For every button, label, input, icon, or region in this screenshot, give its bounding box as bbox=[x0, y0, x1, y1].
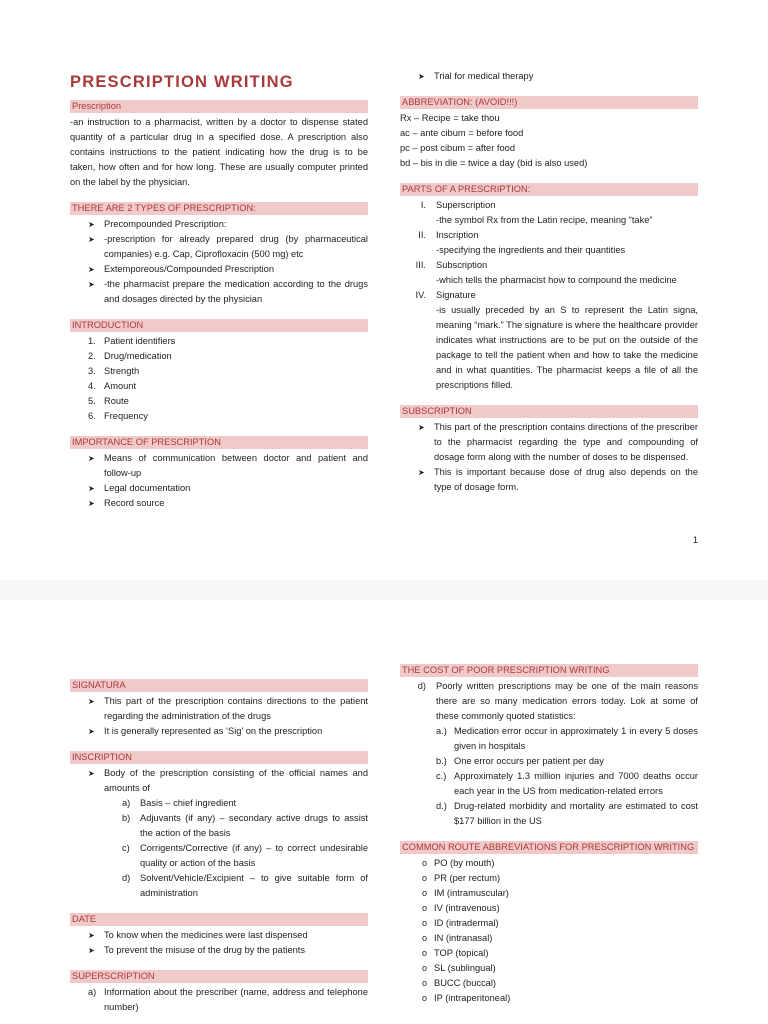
list-item: ➤ Trial for medical therapy bbox=[400, 69, 698, 84]
section-header-subscription: SUBSCRIPTION bbox=[400, 405, 698, 418]
page-number: 1 bbox=[692, 535, 698, 545]
date-list bbox=[70, 928, 368, 958]
list-item: o IV (intravenous) bbox=[400, 901, 698, 916]
document-page-2 bbox=[0, 600, 768, 1024]
list-item: 6. Frequency bbox=[88, 411, 148, 421]
superscription-list bbox=[70, 985, 368, 1015]
abbreviation-line: bd – bis in die = twice a day (bid is also used) bbox=[400, 158, 588, 168]
section-header-inscription: INSCRIPTION bbox=[70, 751, 368, 764]
document-title: PRESCRIPTION WRITING bbox=[70, 73, 294, 91]
section-header-routes: COMMON ROUTE ABBREVIATIONS FOR PRESCRIPTION WRITING bbox=[400, 841, 698, 854]
section-header-signatura: SIGNATURA bbox=[70, 679, 368, 692]
list-item: d) Poorly written prescriptions may be one of the main reasons there are so many medication errors today. Lok at some of these commonly quoted statistics: bbox=[417, 681, 698, 721]
inscription-sublist bbox=[70, 796, 368, 901]
list-item: 4. Amount bbox=[88, 381, 137, 391]
list-item: ➤ It is generally represented as ‘Sig’ on the prescription bbox=[70, 724, 368, 739]
list-item: 5. Route bbox=[88, 396, 129, 406]
list-item: o BUCC (buccal) bbox=[400, 976, 698, 991]
list-item: II. Inscription -specifying the ingredients and their quantities bbox=[418, 230, 626, 255]
abbreviation-line: Rx – Recipe = take thou bbox=[400, 113, 500, 123]
signatura-list bbox=[70, 694, 368, 739]
page1-left-column bbox=[70, 72, 368, 511]
subscription-list bbox=[400, 420, 698, 495]
introduction-list bbox=[70, 334, 368, 424]
list-item: ➤ This is important because dose of drug also depends on the type of dosage form. bbox=[400, 465, 698, 495]
list-item: ➤ -the pharmacist prepare the medication according to the drugs and dosages directed by the physician bbox=[70, 277, 368, 307]
list-item: ➤ This part of the prescription contains directions of the prescriber to the pharmacist regarding the type and compounding of dosage form along with the number of doses to be dispensed. bbox=[400, 420, 698, 465]
cost-list bbox=[400, 679, 698, 724]
list-item: ➤ To know when the medicines were last dispensed bbox=[70, 928, 368, 943]
section-header-types: THERE ARE 2 TYPES OF PRESCRIPTION: bbox=[70, 202, 368, 215]
list-item: o IN (intranasal) bbox=[400, 931, 698, 946]
list-item: a) Basis – chief ingredient bbox=[122, 798, 237, 808]
importance-list bbox=[70, 451, 368, 511]
section-header-superscription: SUPERSCRIPTION bbox=[70, 970, 368, 983]
abbreviation-line: pc – post cibum = after food bbox=[400, 143, 515, 153]
list-item: b) Adjuvants (if any) – secondary active drugs to assist the action of the basis bbox=[122, 813, 368, 838]
types-list bbox=[70, 217, 368, 307]
list-item: 2. Drug/medication bbox=[88, 351, 172, 361]
list-item: b.) One error occurs per patient per day bbox=[436, 756, 604, 766]
abbreviation-line: ac – ante cibum = before food bbox=[400, 128, 524, 138]
cost-sublist bbox=[400, 724, 698, 829]
list-item: d.) Drug-related morbidity and mortality are estimated to cost $177 billion in the US bbox=[436, 801, 698, 826]
section-header-parts: PARTS OF A PRESCRIPTION: bbox=[400, 183, 698, 196]
list-item: c.) Approximately 1.3 million injuries and 7000 deaths occur each year in the US from medication-related errors bbox=[436, 771, 698, 796]
parts-list bbox=[400, 198, 698, 393]
list-item: a.) Medication error occur in approximately 1 in every 5 doses given in hospitals bbox=[436, 726, 698, 751]
list-item: a) Information about the prescriber (name, address and telephone number) bbox=[88, 987, 368, 1012]
list-item: ➤ This part of the prescription contains directions to the patient regarding the administration of the drugs bbox=[70, 694, 368, 724]
section-header-date: DATE bbox=[70, 913, 368, 926]
list-item: c) Corrigents/Corrective (if any) – to correct undesirable quality or action of the basis bbox=[122, 843, 368, 868]
section-header-prescription: Prescription bbox=[70, 100, 368, 113]
list-item: o IP (intraperitoneal) bbox=[400, 991, 698, 1006]
section-header-abbreviation: ABBREVIATION: (AVOID!!!) bbox=[400, 96, 698, 109]
list-item: o PR (per rectum) bbox=[400, 871, 698, 886]
importance-list-continued bbox=[400, 69, 698, 84]
list-item: o TOP (topical) bbox=[400, 946, 698, 961]
list-item: ➤ Extemporeous/Compounded Prescription bbox=[70, 262, 368, 277]
list-item: I. Superscription -the symbol Rx from the Latin recipe, meaning “take” bbox=[420, 200, 653, 225]
list-item: ➤ Body of the prescription consisting of the official names and amounts of bbox=[70, 766, 368, 796]
page2-left-column bbox=[70, 679, 368, 1015]
list-item: ➤ Record source bbox=[70, 496, 368, 511]
list-item: IV. Signature -is usually preceded by an S to represent the Latin signa, meaning “mark.” The signature is where the healthcare provider indicates what instructions are to be put on the outside of the package to tell the patient when and how to take the medicine and in what quantities. The pharmacist keeps a file of all the prescriptions filled. bbox=[415, 290, 698, 390]
list-item: ➤ Legal documentation bbox=[70, 481, 368, 496]
list-item: d) Solvent/Vehicle/Excipient – to give suitable form of administration bbox=[122, 873, 368, 898]
list-item: o PO (by mouth) bbox=[400, 856, 698, 871]
list-item: 1. Patient identifiers bbox=[88, 336, 176, 346]
list-item: ➤ Precompounded Prescription: bbox=[70, 217, 368, 232]
section-header-introduction: INTRODUCTION bbox=[70, 319, 368, 332]
list-item: 3. Strength bbox=[88, 366, 140, 376]
page1-right-column bbox=[400, 69, 698, 495]
list-item: III. Subscription -which tells the pharmacist how to compound the medicine bbox=[415, 260, 677, 285]
prescription-definition: -an instruction to a pharmacist, written by a doctor to dispense stated quantity of a particular drug in a specified dose. A prescription also contains instructions to the patient indicating how the drug is to be taken, how often and for how long. These are usually computer printed on the label by the physician. bbox=[70, 117, 368, 187]
routes-list bbox=[400, 856, 698, 1006]
section-header-importance: IMPORTANCE OF PRESCRIPTION bbox=[70, 436, 368, 449]
list-item: ➤ -prescription for already prepared drug (by pharmaceutical companies) e.g. Cap, Ciprofloxacin (500 mg) etc bbox=[70, 232, 368, 262]
page2-right-column bbox=[400, 664, 698, 1006]
section-header-cost: THE COST OF POOR PRESCRIPTION WRITING bbox=[400, 664, 698, 677]
list-item: o SL (sublingual) bbox=[400, 961, 698, 976]
list-item: o IM (intramuscular) bbox=[400, 886, 698, 901]
list-item: ➤ Means of communication between doctor and patient and follow-up bbox=[70, 451, 368, 481]
list-item: ➤ To prevent the misuse of the drug by the patients bbox=[70, 943, 368, 958]
list-item: o ID (intradermal) bbox=[400, 916, 698, 931]
inscription-list bbox=[70, 766, 368, 796]
